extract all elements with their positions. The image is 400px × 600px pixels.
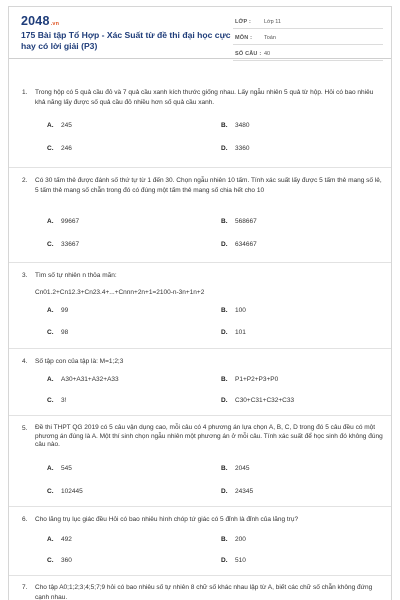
question-text: Trong hộp có 5 quả cầu đỏ và 7 quả cầu xanh kích thước giống nhau. Lấy ngẫu nhiên 5 quả từ hộp. Hỏi có bao nhiêu khả năng lấy được số quả cầu đỏ nhiều hơn số quả cầu xanh. <box>35 89 374 106</box>
option-c[interactable] <box>47 145 72 152</box>
option-value: 200 <box>235 536 246 543</box>
meta-row-grade <box>233 15 383 29</box>
option-label: B. <box>221 122 228 129</box>
option-d[interactable] <box>221 241 257 248</box>
question-text: Cho tập A0;1;2;3;4;5;7;9 hỏi có bao nhiêu số tự nhiên 8 chữ số khác nhau lập từ A, biết các chữ số chẵn không đứng cạnh nhau. <box>35 584 373 600</box>
option-value: 510 <box>235 557 246 564</box>
option-label: D. <box>221 397 228 404</box>
option-label: D. <box>221 329 228 336</box>
meta-value: Toán <box>264 35 276 41</box>
question-text: Số tập con của tập là: M=1;2;3 <box>35 358 124 365</box>
option-value: P1+P2+P3+P0 <box>235 376 279 383</box>
logo-suffix: .vn <box>50 21 60 27</box>
question-item <box>9 263 392 349</box>
meta-row-subject <box>233 31 383 45</box>
option-c[interactable] <box>47 329 68 336</box>
question-item <box>9 168 392 263</box>
option-value: 98 <box>61 329 69 336</box>
question-item <box>9 507 392 576</box>
meta-key: SỐ CÂU : <box>235 51 262 57</box>
option-label: B. <box>221 307 228 314</box>
worksheet-meta <box>233 15 383 63</box>
option-label: A. <box>47 536 54 543</box>
option-value: 492 <box>61 536 72 543</box>
question-list <box>9 84 392 600</box>
option-label: A. <box>47 218 54 225</box>
question-number: 2. <box>22 177 28 184</box>
option-d[interactable] <box>221 488 253 495</box>
option-value: 102445 <box>61 488 83 495</box>
question-number: 7. <box>22 584 28 591</box>
option-d[interactable] <box>221 329 246 336</box>
option-value: 360 <box>61 557 72 564</box>
option-label: B. <box>221 218 228 225</box>
option-value: 245 <box>61 122 72 129</box>
option-c[interactable] <box>47 557 72 564</box>
question-text: Tìm số tự nhiên n thỏa mãn: <box>35 272 117 279</box>
option-value: 545 <box>61 465 72 472</box>
option-a[interactable] <box>47 376 119 383</box>
question-number: 1. <box>22 89 28 96</box>
question-item <box>9 84 392 168</box>
option-label: D. <box>221 488 228 495</box>
option-label: C. <box>47 241 54 248</box>
option-label: A. <box>47 122 54 129</box>
option-label: A. <box>47 307 54 314</box>
question-number: 3. <box>22 272 28 279</box>
option-c[interactable] <box>47 397 66 404</box>
question-formula: Cn01.2+Cn12.3+Cn23.4+...+Cnnn+2n+1=2100-n-3n+1n+2 <box>35 289 205 296</box>
worksheet-page <box>8 6 392 600</box>
question-text: Cho lăng trụ lục giác đều Hỏi có bao nhiêu hình chóp tứ giác có 5 đỉnh là đỉnh của lăng trụ? <box>35 516 299 523</box>
meta-value: 40 <box>264 51 271 57</box>
meta-key: LỚP : <box>235 19 251 25</box>
option-value: 101 <box>235 329 246 336</box>
option-a[interactable] <box>47 307 68 314</box>
option-b[interactable] <box>221 465 249 472</box>
worksheet-title: 175 Bài tập Tổ Hợp - Xác Suất từ đề thi đại học cực hay có lời giải (P3) <box>21 30 231 51</box>
option-a[interactable] <box>47 122 72 129</box>
option-value: 3! <box>61 397 67 404</box>
meta-row-question-count <box>233 47 383 61</box>
option-label: C. <box>47 557 54 564</box>
option-value: A30+A31+A32+A33 <box>61 376 119 383</box>
option-d[interactable] <box>221 397 294 404</box>
option-label: C. <box>47 397 54 404</box>
option-b[interactable] <box>221 122 249 129</box>
option-label: A. <box>47 465 54 472</box>
question-number: 6. <box>22 516 28 523</box>
option-value: 3480 <box>235 122 250 129</box>
option-value: 246 <box>61 145 72 152</box>
option-label: C. <box>47 488 54 495</box>
worksheet-header <box>9 7 391 59</box>
option-value: C30+C31+C32+C33 <box>235 397 295 404</box>
logo-text: 2048 <box>21 14 50 28</box>
question-item <box>9 416 392 507</box>
option-label: B. <box>221 536 228 543</box>
option-c[interactable] <box>47 488 83 495</box>
question-text: Có 30 tấm thẻ được đánh số thứ tự từ 1 đến 30. Chọn ngẫu nhiên 10 tấm. Tính xác suất lấy được 5 tấm thẻ mang số lẻ, 5 tấm thẻ mang số chẵn trong đó có đúng một tấm thẻ mang số chia hết cho 10 <box>35 177 382 194</box>
option-label: B. <box>221 465 228 472</box>
option-label: D. <box>221 145 228 152</box>
question-item <box>9 349 392 416</box>
option-value: 99 <box>61 307 69 314</box>
option-value: 33667 <box>61 241 80 248</box>
option-b[interactable] <box>221 376 278 383</box>
option-d[interactable] <box>221 557 246 564</box>
meta-value: Lớp 11 <box>264 19 281 25</box>
option-b[interactable] <box>221 307 246 314</box>
site-logo[interactable] <box>21 14 59 28</box>
option-b[interactable] <box>221 218 257 225</box>
option-label: D. <box>221 557 228 564</box>
option-value: 99667 <box>61 218 80 225</box>
option-label: C. <box>47 329 54 336</box>
option-c[interactable] <box>47 241 79 248</box>
option-label: B. <box>221 376 228 383</box>
option-b[interactable] <box>221 536 246 543</box>
question-number: 4. <box>22 358 28 365</box>
option-value: 568667 <box>235 218 257 225</box>
question-text: Đề thi THPT QG 2019 có 5 câu vận dụng cao, mỗi câu có 4 phương án lựa chọn A, B, C, D trong đó 5 câu đều có một phương án đúng là A. Một thí sinh chọn ngẫu nhiên một phương án ở mỗi câu. Tính xác suất để học sinh đó không đúng câu nào. <box>35 424 383 449</box>
option-a[interactable] <box>47 536 72 543</box>
option-label: C. <box>47 145 54 152</box>
option-value: 634667 <box>235 241 257 248</box>
option-label: D. <box>221 241 228 248</box>
option-value: 24345 <box>235 488 254 495</box>
option-label: A. <box>47 376 54 383</box>
option-a[interactable] <box>47 218 79 225</box>
question-number: 5. <box>22 425 28 432</box>
option-value: 100 <box>235 307 246 314</box>
option-d[interactable] <box>221 145 249 152</box>
option-a[interactable] <box>47 465 72 472</box>
meta-key: MÔN : <box>235 35 253 41</box>
option-value: 3360 <box>235 145 250 152</box>
option-value: 2045 <box>235 465 250 472</box>
question-item <box>9 576 392 600</box>
